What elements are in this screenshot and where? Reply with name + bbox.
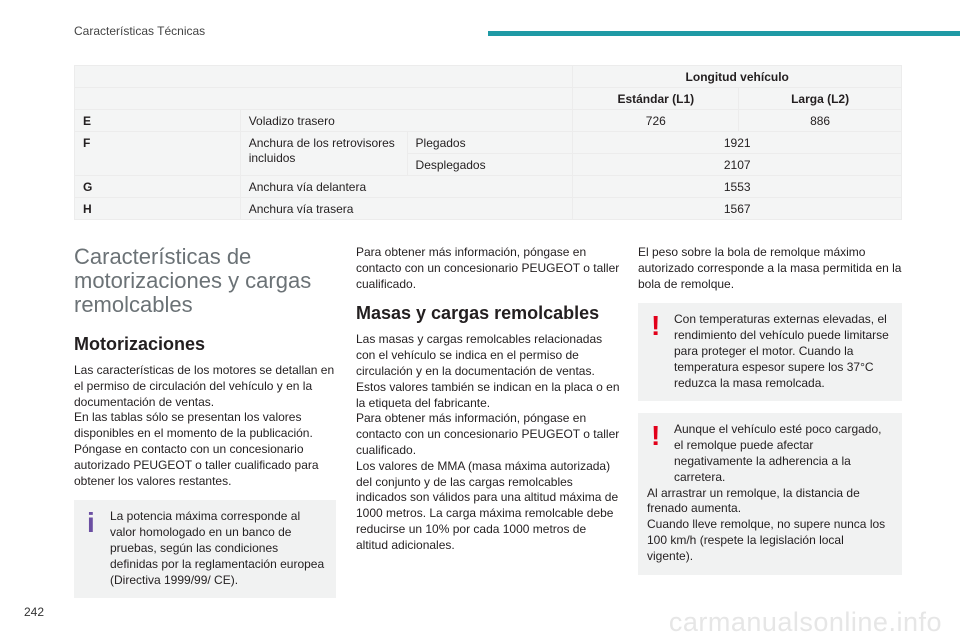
sub-label: Plegados (407, 132, 573, 154)
masas-heading: Masas y cargas remolcables (356, 303, 600, 324)
value: 1553 (573, 176, 902, 198)
row-label: Anchura vía trasera (240, 198, 573, 220)
paragraph: Para obtener más información, póngase en contacto con un concesionario PEUGEOT o taller cualificado. (356, 245, 620, 291)
row-label: Voladizo trasero (240, 110, 573, 132)
warning-note-text: Aunque el vehículo esté poco cargado, el remolque puede afectar negativamente la adherencia a la carretera. (674, 422, 882, 484)
paragraph: Los valores de MMA (masa máxima autorizada) del conjunto y de las cargas remolcables indicados son válidos para una altitud máxima de 1000 metros. La carga máxima remolcable debe reducirse un 10% por cada 1000 metros de altitud adicionales. (356, 458, 619, 552)
info-note (74, 500, 336, 598)
column-2 (356, 245, 620, 554)
table-row (75, 66, 902, 88)
col-header-l2: Larga (L2) (739, 88, 902, 110)
value: 1921 (573, 132, 902, 154)
warning-icon: ! (651, 420, 661, 452)
value-l2: 886 (739, 110, 902, 132)
row-code: E (75, 110, 241, 132)
sub-label: Desplegados (407, 154, 573, 176)
value-l1: 726 (573, 110, 739, 132)
column-1 (74, 245, 336, 598)
table-row (75, 110, 902, 132)
value: 2107 (573, 154, 902, 176)
paragraph: En las tablas sólo se presentan los valores disponibles en el momento de la publicación. (74, 410, 313, 441)
section-title: Características de motorizaciones y cargas remolcables (74, 244, 312, 317)
paragraph: Al arrastrar un remolque, la distancia de frenado aumenta. (647, 485, 860, 516)
page-number: 242 (24, 605, 45, 619)
table-row (75, 176, 902, 198)
table-row (75, 132, 902, 154)
motorizaciones-heading: Motorizaciones (74, 334, 206, 354)
paragraph: Póngase en contacto con un concesionario autorizado PEUGEOT o taller cualificado para obtener los valores restantes. (74, 441, 319, 488)
paragraph: Cuando lleve remolque, no supere nunca los 100 km/h (respete la legislación local vigente). (647, 517, 886, 563)
paragraph: El peso sobre la bola de remolque máximo autorizado corresponde a la masa permitida en la bola de remolque. (638, 245, 902, 291)
table-row (75, 88, 902, 110)
paragraph: Las características de los motores se detallan en el permiso de circulación del vehículo y en la documentación de ventas. (74, 363, 335, 409)
paragraph: Para obtener más información, póngase en contacto con un concesionario PEUGEOT o taller cualificado. (356, 411, 620, 457)
row-label: Anchura de los retrovisores incluidos (240, 132, 407, 176)
dimensions-table (74, 65, 902, 220)
warning-note (638, 303, 902, 401)
paragraph: Las masas y cargas remolcables relacionadas con el vehículo se indica en el permiso de circulación y en la documentación de ventas. (356, 332, 603, 378)
warning-note-text: Con temperaturas externas elevadas, el rendimiento del vehículo puede limitarse para proteger el motor. Cuando la temperatura espesor supere los 37°C reduzca la masa remolcada. (674, 312, 889, 390)
column-3 (638, 245, 902, 575)
info-icon: i (87, 507, 95, 539)
row-label: Anchura vía delantera (240, 176, 573, 198)
row-code: H (75, 198, 241, 220)
warning-icon: ! (651, 310, 661, 342)
warning-note (638, 413, 902, 574)
value: 1567 (573, 198, 902, 220)
watermark: carmanualsonline.info (668, 607, 942, 637)
info-note-text: La potencia máxima corresponde al valor homologado en un banco de pruebas, según las condiciones definidas por la reglamentación europea (Directiva 1999/99/ CE). (110, 509, 325, 587)
running-header-title: Características Técnicas (74, 24, 206, 38)
header-accent-bar (488, 31, 960, 36)
row-code: G (75, 176, 241, 198)
group-header: Longitud vehículo (573, 66, 902, 88)
col-header-l1: Estándar (L1) (573, 88, 739, 110)
row-code: F (75, 132, 241, 176)
table-row (75, 198, 902, 220)
paragraph: Estos valores también se indican en la placa o en la etiqueta del fabricante. (356, 379, 620, 410)
